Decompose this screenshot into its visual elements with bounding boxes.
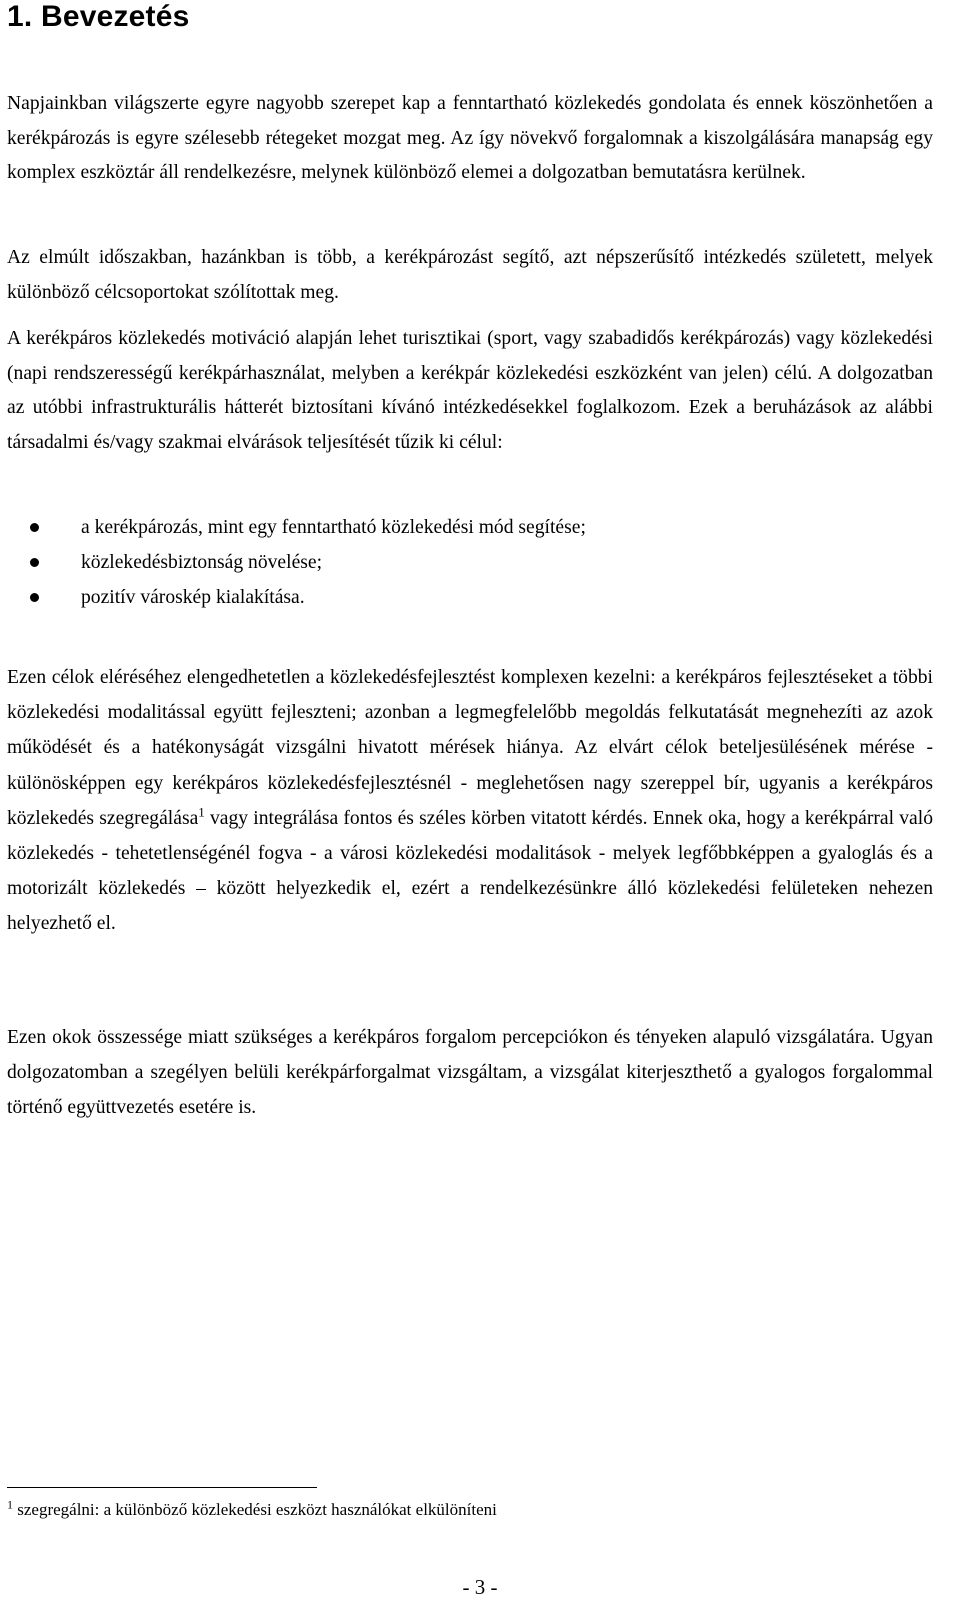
paragraph-measures: Az elmúlt időszakban, hazánkban is több, a kerékpározást segítő, azt népszerűsítő intézkedés született, melyek különböző célcsoportokat szólítottak meg. [7, 247, 933, 303]
document-page [7, 0, 933, 1119]
paragraph-development-text-1: Ezen célok eléréséhez elengedhetetlen a közlekedésfejlesztést komplexen kezelni: a kerékpáros fejlesztéseket a többi közlekedési modalitással együtt fejleszteni; azonban a legmegfelelőbb megoldás felkutatását megnehezíti az azok működését és a hatékonyságát vizsgálni hivatott mérések hiánya. Az elvárt célok beteljesülésének mérése - különösképpen egy kerékpáros közlekedésfejlesztésnél - meglehetősen nagy szereppel bír, ugyanis a kerékpáros közlekedés szegregálása [7, 667, 933, 829]
bullet-icon [30, 593, 39, 602]
paragraph-development-text-2: vagy integrálása fontos és széles körben vitatott kérdés. Ennek oka, hogy a kerékpárral való közlekedés - tehetetlenségénél fogva - a városi közlekedési modalitások - melyek legfőbbképpen a gyaloglás és a motorizált közlekedés – között helyezkedik el, ezért a rendelkezésünkre álló közlekedési felületeken nehezen helyezhető el. [7, 807, 933, 935]
list-item-text: közlekedésbiztonság növelése; [81, 552, 323, 573]
list-item [7, 545, 933, 580]
paragraph-intro: Napjainkban világszerte egyre nagyobb szerepet kap a fenntartható közlekedés gondolata és ennek köszönhetően a kerékpározás is egyre szélesebb rétegeket mozgat meg. Az így növekvő forgalomnak a kiszolgálására manapság egy komplex eszköztár áll rendelkezésre, melynek különböző elemei a dolgozatban bemutatásra kerülnek. [7, 93, 933, 183]
list-item [7, 510, 933, 545]
bullet-icon [30, 523, 39, 532]
footnote [7, 1497, 497, 1523]
footnote-separator [7, 1487, 317, 1488]
paragraph-motivation: A kerékpáros közlekedés motiváció alapján lehet turisztikai (sport, vagy szabadidős kerékpározás) vagy közlekedési (napi rendszerességű kerékpárhasználat, melyben a kerékpár közlekedési eszközként van jelen) célú. A dolgozatban az utóbbi infrastrukturális hátterét biztosítani kívánó intézkedésekkel foglalkozom. Ezek a beruházások az alábbi társadalmi és/vagy szakmai elvárások teljesítését tűzik ki célul: [7, 328, 933, 453]
section-heading: 1. Bevezetés [7, 0, 190, 33]
list-item-text: a kerékpározás, mint egy fenntartható közlekedési mód segítése; [81, 517, 586, 538]
list-item-text: pozitív városkép kialakítása. [81, 587, 305, 608]
bullet-icon [30, 558, 39, 567]
paragraph-development [7, 660, 933, 942]
page-number: - 3 - [462, 1575, 498, 1599]
paragraph-conclusion: Ezen okok összessége miatt szükséges a kerékpáros forgalom percepciókon és tényeken alapuló vizsgálatára. Ugyan dolgozatomban a szegélyen belüli kerékpárforgalmat vizsgáltam, a vizsgálat kiterjeszthető a gyalogos forgalommal történő együttvezetés esetére is. [7, 1027, 933, 1119]
footnote-text: szegregálni: a különböző közlekedési eszközt használókat elkülöníteni [17, 1500, 497, 1519]
goals-bullet-list [7, 510, 933, 615]
list-item [7, 580, 933, 615]
footnote-reference[interactable]: 1 [198, 804, 205, 820]
footnote-marker: 1 [7, 1497, 13, 1512]
